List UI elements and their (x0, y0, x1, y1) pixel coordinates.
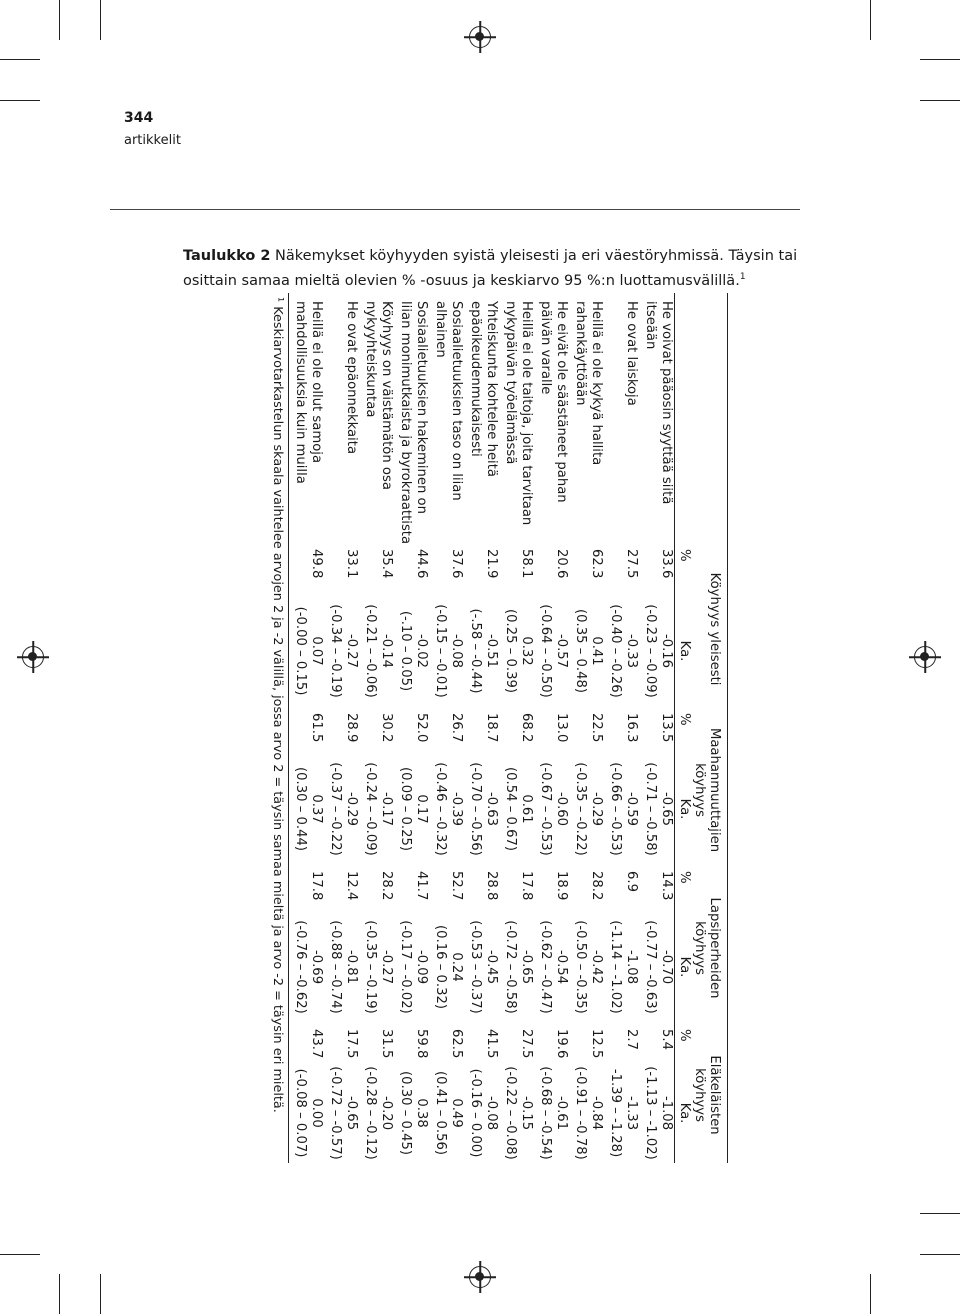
percent-cell: 58.1 (519, 549, 534, 579)
crop-mark (0, 1254, 40, 1255)
mean-ci-cell (464, 907, 499, 1027)
mean-ci-cell (359, 749, 394, 869)
mean-value: -0.45 (484, 949, 499, 985)
mean-value: -1.08 (624, 949, 639, 985)
group-header: Lapsiperheiden köyhyys (692, 869, 728, 1027)
confidence-interval: (-0.88 – -0.74) (328, 920, 343, 1014)
table-row (394, 293, 429, 1163)
mean-value: -0.29 (344, 791, 359, 827)
mean-ci-cell (464, 591, 499, 711)
confidence-interval: (-0.16 – 0.00) (468, 1068, 483, 1158)
mean-ci-cell (569, 907, 604, 1027)
confidence-interval: (-0.08 – 0.07) (293, 1068, 308, 1158)
mean-ci-cell (324, 591, 359, 711)
registration-mark-icon (22, 646, 44, 668)
percent-cell: 16.3 (624, 713, 639, 743)
confidence-interval: (-0.24 – -0.09) (363, 762, 378, 856)
confidence-interval: (0.30 – 0.45) (398, 1071, 413, 1156)
ka-column-header: Ka. (675, 907, 693, 1027)
mean-ci-cell (569, 749, 604, 869)
mean-ci-cell (359, 1063, 394, 1163)
percent-cell: 41.5 (484, 1029, 499, 1059)
percent-cell: 35.4 (379, 549, 394, 579)
crop-mark (100, 1274, 101, 1314)
mean-value: 0.00 (309, 1098, 324, 1128)
mean-value: -0.54 (554, 949, 569, 985)
table-row (569, 293, 604, 1163)
poverty-views-table (288, 293, 728, 1163)
table-body (289, 293, 675, 1163)
mean-value: -0.59 (624, 791, 639, 827)
mean-value: -0.20 (379, 1095, 394, 1131)
percent-cell: 61.5 (289, 711, 325, 749)
confidence-interval: (-0.34 – -0.19) (328, 604, 343, 698)
table-row (604, 293, 639, 1163)
mean-ci-cell (499, 1063, 534, 1163)
table-row (289, 293, 325, 1163)
page-number: 344 (124, 110, 154, 126)
confidence-interval: (-0.62 – -0.47) (538, 920, 553, 1014)
mean-value: -0.15 (519, 1095, 534, 1131)
confidence-interval: (-1.14 – -1.02) (608, 920, 623, 1014)
mean-ci-cell (289, 907, 325, 1027)
percent-cell: 27.5 (519, 1029, 534, 1059)
mean-value: -0.17 (379, 791, 394, 827)
table-row (429, 293, 464, 1163)
mean-ci-cell (464, 749, 499, 869)
confidence-interval: (-0.23 – -0.09) (643, 604, 658, 698)
mean-ci-cell (499, 749, 534, 869)
mean-value: 0.24 (449, 952, 464, 982)
percent-cell: 27.5 (624, 549, 639, 579)
mean-ci-cell (394, 1063, 429, 1163)
percent-cell: 5.4 (659, 1029, 674, 1051)
table-caption (183, 246, 808, 292)
percent-cell: 18.9 (554, 871, 569, 901)
confidence-interval: (-0.77 – -0.63) (643, 920, 658, 1014)
confidence-interval: (-0.53 – -0.37) (468, 920, 483, 1014)
mean-value: -0.08 (449, 633, 464, 669)
confidence-interval: (-0.35 – -0.22) (573, 762, 588, 856)
mean-value: -1.33 (624, 1095, 639, 1131)
confidence-interval: (0.09 – 0.25) (398, 767, 413, 852)
percent-cell: 18.7 (484, 713, 499, 743)
mean-value: -0.16 (659, 633, 674, 669)
percent-cell: 28.2 (379, 871, 394, 901)
percent-cell: 52.0 (414, 713, 429, 743)
mean-ci-cell (324, 907, 359, 1027)
percent-cell: 12.4 (344, 871, 359, 901)
confidence-interval: (-0.71 – -0.58) (643, 762, 658, 856)
percent-cell: 26.7 (449, 713, 464, 743)
mean-value: -0.42 (589, 949, 604, 985)
table-row (499, 293, 534, 1163)
crop-mark (920, 59, 960, 60)
confidence-interval: (-0.67 – -0.53) (538, 762, 553, 856)
percent-cell: 6.9 (624, 871, 639, 893)
mean-ci-cell (394, 749, 429, 869)
registration-mark-icon (469, 1266, 491, 1288)
mean-value: -0.84 (589, 1095, 604, 1131)
corner-cell (675, 293, 693, 547)
confidence-interval: (-0.37 – -0.22) (328, 762, 343, 856)
table-row (464, 293, 499, 1163)
mean-value: -0.02 (414, 633, 429, 669)
row-label: He voivat pääosin syyttää siitä itseään (643, 301, 674, 505)
row-label: Sosiaalietuuksien taso on liian alhainen (433, 301, 464, 501)
corner-cell (692, 293, 728, 547)
mean-ci-cell (429, 907, 464, 1027)
confidence-interval: (0.30 – 0.44) (293, 767, 308, 852)
crop-mark (920, 100, 960, 101)
table-footnote: ¹ Keskiarvotarkastelun skaala vaihtelee arvojen 2 ja -2 välillä, jossa arvo 2 = täysin samaa mieltä ja arvo -2 = täysin eri mieltä. (270, 297, 285, 1113)
mean-value: 0.38 (414, 1098, 429, 1128)
mean-ci-cell (429, 1063, 464, 1163)
confidence-interval: (-0.15 – -0.01) (433, 604, 448, 698)
crop-mark (920, 1254, 960, 1255)
percent-cell: 17.5 (344, 1029, 359, 1059)
row-label: Yhteiskunta kohtelee heitä epäoikeudenmukaisesti (468, 301, 499, 477)
percent-cell: 62.3 (589, 549, 604, 579)
crop-mark (100, 0, 101, 40)
table-row (639, 293, 675, 1163)
mean-ci-cell (604, 749, 639, 869)
mean-value: -0.65 (519, 949, 534, 985)
percent-cell: 28.9 (344, 713, 359, 743)
row-label: He ovat epäonnekkaita (344, 301, 359, 455)
mean-value: -0.70 (659, 949, 674, 985)
crop-mark (59, 1274, 60, 1314)
confidence-interval: (-0.64 – -0.50) (538, 604, 553, 698)
percent-cell: 22.5 (589, 713, 604, 743)
percent-cell: 41.7 (414, 871, 429, 901)
confidence-interval: (0.41 – 0.56) (433, 1071, 448, 1156)
mean-value: 0.49 (449, 1098, 464, 1128)
percent-cell: 59.8 (414, 1029, 429, 1059)
mean-ci-cell (534, 907, 569, 1027)
percent-cell: 19.6 (554, 1029, 569, 1059)
mean-ci-cell (289, 591, 325, 711)
mean-ci-cell (639, 907, 675, 1027)
mean-ci-cell (569, 591, 604, 711)
mean-ci-cell (604, 591, 639, 711)
percent-cell: 20.6 (554, 549, 569, 579)
mean-ci-cell (289, 749, 325, 869)
percent-cell: 49.8 (289, 547, 325, 591)
mean-ci-cell (639, 591, 675, 711)
mean-value: -0.65 (344, 1095, 359, 1131)
table-row (324, 293, 359, 1163)
confidence-interval: (-0.21 – -0.06) (363, 604, 378, 698)
mean-value: -0.51 (484, 633, 499, 669)
mean-value: -0.57 (554, 633, 569, 669)
group-header: Köyhyys yleisesti (692, 547, 728, 711)
row-label: Heillä ei ole ollut samoja mahdollisuuksia kuin muilla (289, 293, 325, 547)
percent-cell: 17.8 (289, 869, 325, 907)
percent-cell: 44.6 (414, 549, 429, 579)
mean-ci-cell (534, 591, 569, 711)
percent-cell: 14.3 (659, 871, 674, 901)
percent-cell: 43.7 (289, 1027, 325, 1063)
confidence-interval: (-0.76 – -0.62) (293, 920, 308, 1014)
mean-value: -0.63 (484, 791, 499, 827)
mean-value: -0.33 (624, 633, 639, 669)
row-label: Köyhyys on väistämätön osa nykyyhteiskuntaa (363, 301, 394, 490)
percent-cell: 28.8 (484, 871, 499, 901)
rotated-table-container (270, 293, 728, 1163)
mean-ci-cell (359, 907, 394, 1027)
ka-column-header: Ka. (675, 591, 693, 711)
mean-value: -0.60 (554, 791, 569, 827)
mean-value: -0.81 (344, 949, 359, 985)
header-divider (110, 209, 800, 210)
confidence-interval: (-0.40 – -0.26) (608, 604, 623, 698)
mean-ci-cell (394, 907, 429, 1027)
caption-footnote-mark: 1 (739, 272, 746, 282)
confidence-interval: (0.54 – 0.67) (503, 767, 518, 852)
percent-cell: 12.5 (589, 1029, 604, 1059)
percent-cell: 37.6 (449, 549, 464, 579)
mean-ci-cell (359, 591, 394, 711)
confidence-interval: (-0.46 – -0.32) (433, 762, 448, 856)
mean-value: 0.61 (519, 794, 534, 824)
confidence-interval: (-0.28 – -0.12) (363, 1066, 378, 1160)
confidence-interval: (0.35 – 0.48) (573, 609, 588, 693)
percent-cell: 13.0 (554, 713, 569, 743)
registration-mark-icon (469, 26, 491, 48)
percent-cell: 21.9 (484, 549, 499, 579)
mean-ci-cell (394, 591, 429, 711)
percent-cell: 33.6 (659, 549, 674, 579)
percent-cell: 17.8 (519, 871, 534, 901)
confidence-interval: -1.39 – -1.28) (608, 1068, 623, 1158)
crop-mark (0, 59, 40, 60)
confidence-interval: (-.58 – -0.44) (468, 608, 483, 694)
confidence-interval: (-0.72 – -0.57) (328, 1066, 343, 1160)
confidence-interval: (-0.72 – -0.58) (503, 920, 518, 1014)
crop-mark (870, 0, 871, 40)
caption-text: Näkemykset köyhyyden syistä yleisesti ja eri väestöryhmissä. Täysin tai osittain samaa mieltä olevien % -osuus ja keskiarvo 95 %:n luottamusvälillä. (183, 248, 798, 289)
mean-value: -0.61 (554, 1095, 569, 1131)
crop-mark (59, 0, 60, 40)
ka-column-header: Ka. (675, 749, 693, 869)
pct-column-header: % (675, 711, 693, 749)
confidence-interval: (-0.91 – -0.78) (573, 1066, 588, 1160)
mean-value: -0.39 (449, 791, 464, 827)
mean-ci-cell (324, 1063, 359, 1163)
mean-ci-cell (569, 1063, 604, 1163)
mean-ci-cell (429, 591, 464, 711)
confidence-interval: (-1.13 – -1.02) (643, 1066, 658, 1160)
pct-column-header: % (675, 869, 693, 907)
mean-ci-cell (499, 907, 534, 1027)
mean-ci-cell (639, 1063, 675, 1163)
crop-mark (0, 100, 40, 101)
percent-cell: 28.2 (589, 871, 604, 901)
caption-label: Taulukko 2 (183, 248, 271, 264)
mean-value: 0.37 (309, 794, 324, 824)
pct-column-header: % (675, 1027, 693, 1063)
confidence-interval: (-0.35 – -0.19) (363, 920, 378, 1014)
confidence-interval: (-.10 – 0.05) (398, 610, 413, 692)
mean-ci-cell (534, 749, 569, 869)
mean-value: -0.27 (344, 633, 359, 669)
mean-value: -0.65 (659, 791, 674, 827)
mean-value: -0.14 (379, 633, 394, 669)
ka-column-header: Ka. (675, 1063, 693, 1163)
percent-cell: 2.7 (624, 1029, 639, 1051)
pct-column-header: % (675, 547, 693, 591)
mean-value: -0.69 (309, 949, 324, 985)
mean-ci-cell (639, 749, 675, 869)
percent-cell: 62.5 (449, 1029, 464, 1059)
row-label: He eivät ole säästäneet pahan päivän varalle (538, 301, 569, 503)
mean-value: -0.29 (589, 791, 604, 827)
confidence-interval: (-0.22 – -0.08) (503, 1066, 518, 1160)
mean-value: 0.41 (589, 636, 604, 666)
mean-ci-cell (324, 749, 359, 869)
mean-ci-cell (604, 907, 639, 1027)
mean-value: 0.17 (414, 794, 429, 824)
confidence-interval: (-0.68 – -0.54) (538, 1066, 553, 1160)
mean-value: -1.08 (659, 1095, 674, 1131)
table-row (534, 293, 569, 1163)
mean-ci-cell (289, 1063, 325, 1163)
mean-value: -0.08 (484, 1095, 499, 1131)
mean-value: 0.07 (309, 636, 324, 666)
mean-value: 0.32 (519, 636, 534, 666)
mean-value: -0.09 (414, 949, 429, 985)
row-label: He ovat laiskoja (624, 301, 639, 406)
percent-cell: 13.5 (659, 713, 674, 743)
mean-ci-cell (429, 749, 464, 869)
confidence-interval: (-0.66 – -0.53) (608, 762, 623, 856)
crop-mark (920, 1213, 960, 1214)
table-row (359, 293, 394, 1163)
group-header: Maahanmuuttajien köyhyys (692, 711, 728, 869)
percent-cell: 30.2 (379, 713, 394, 743)
percent-cell: 52.7 (449, 871, 464, 901)
confidence-interval: (-0.70 – -0.56) (468, 762, 483, 856)
group-header: Eläkeläisten köyhyys (692, 1027, 728, 1163)
row-label: Sosiaalietuuksien hakeminen on liian monimutkaista ja byrokraattista (398, 301, 429, 545)
percent-cell: 31.5 (379, 1029, 394, 1059)
mean-ci-cell (464, 1063, 499, 1163)
confidence-interval: (0.25 – 0.39) (503, 609, 518, 693)
confidence-interval: (-0.50 – -0.35) (573, 920, 588, 1014)
row-label: Heillä ei ole taitoja, joita tarvitaan nykypäivän työelämässä (503, 301, 534, 526)
confidence-interval: (0.16 – 0.32) (433, 925, 448, 1010)
row-label: Heillä ei ole kykyä hallita rahankäyttöään (573, 301, 604, 466)
mean-ci-cell (604, 1063, 639, 1163)
mean-value: -0.27 (379, 949, 394, 985)
crop-mark (870, 1274, 871, 1314)
mean-ci-cell (534, 1063, 569, 1163)
confidence-interval: (-0.17 – -0.02) (398, 920, 413, 1014)
percent-cell: 68.2 (519, 713, 534, 743)
percent-cell: 33.1 (344, 549, 359, 579)
section-name: artikkelit (124, 133, 181, 148)
mean-ci-cell (499, 591, 534, 711)
registration-mark-icon (914, 646, 936, 668)
confidence-interval: (-0.00 – 0.15) (293, 606, 308, 696)
